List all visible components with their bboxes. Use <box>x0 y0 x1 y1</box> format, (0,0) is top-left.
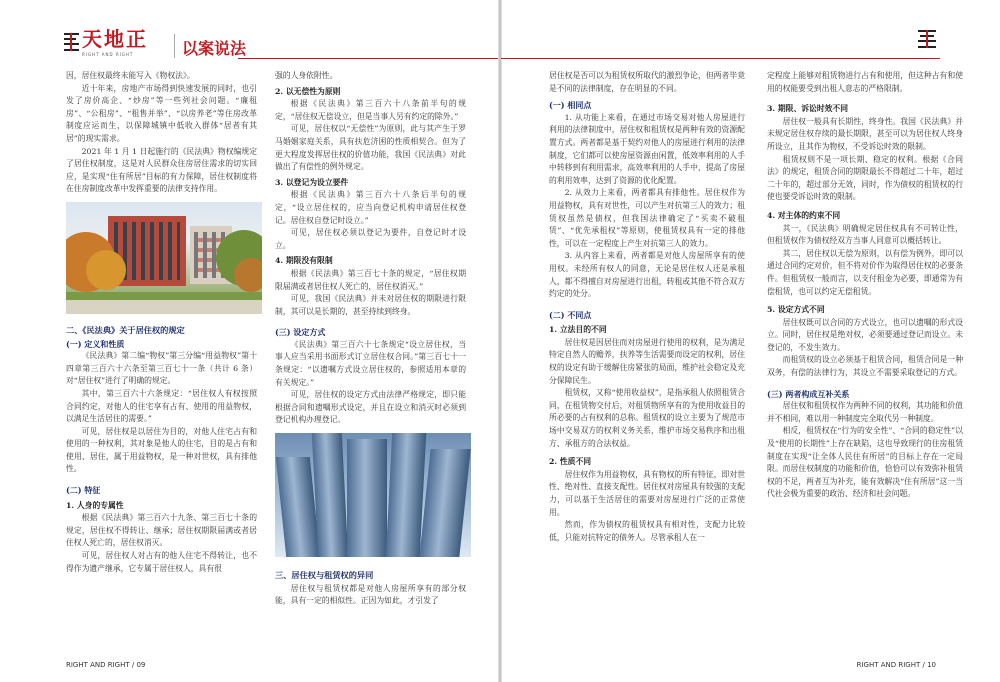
column-3 <box>549 70 745 544</box>
page-number-right: RIGHT AND RIGHT / 10 <box>856 661 936 669</box>
paragraph: 居住权既可以合同的方式设立，也可以遗嘱的形式设立。同时，居住权是绝对权，必须要通过登记而设立。未登记的，不发生效力。 <box>767 317 963 352</box>
heading: 5. 设定方式不同 <box>767 305 825 315</box>
paragraph: 可见，居住权以“无偿性”为原则，此与其产生于罗马婚姻家庭关系，具有扶危济困的性质相契合。但为了更大程度发挥居住权的价值功能，我国《民法典》对此做出了有偿性的例外规定。 <box>275 124 466 172</box>
heading: 2. 性质不同 <box>549 457 592 467</box>
left-page <box>0 0 499 682</box>
right-page <box>501 0 1000 682</box>
paragraph: 然而，作为债权的租赁权具有相对性，支配力比较低，只能对抗特定的债务人。尽管承租人在一 <box>549 520 745 542</box>
page-header <box>0 0 499 60</box>
paragraph: 可见，居住权是以居住为目的，对他人住宅占有和使用的一种权利，其对象是他人的住宅，目的是占有和使用、居住，属于用益物权，是一种对世权，具有排他性。 <box>66 426 257 474</box>
heading: (二) 不同点 <box>549 309 592 320</box>
paragraph: 居住权与租赁权都是对他人房屋所享有的部分权能，具有一定的相似性。正因为如此，才引发了 <box>275 583 466 606</box>
paragraph: 居住权作为用益物权，具有物权的所有特征，即对世性、绝对性、直接支配性。居住权对房屋具有较强的支配力，可以基于生活居住的需要对房屋进行广泛的正常使用。 <box>549 469 745 517</box>
brand-name: 天地正 <box>82 27 148 51</box>
heading: (一) 相同点 <box>549 100 592 111</box>
paragraph: 可见，我国《民法典》并未对居住权的期限进行限制，其可以是长期的，甚至持续到终身。 <box>275 294 466 316</box>
paragraph: 《民法典》第二编“物权”第三分编“用益物权”第十四章第三百六十六条至第三百七十一条（共计 6 条）对“居住权”进行了明确的规定。 <box>66 351 257 386</box>
brand-emblem-icon <box>918 30 936 48</box>
paragraph: 其二，居住权以无偿为原则，以有偿为例外，即可以通过合同约定对价，但不将对价作为取得居住权的必要条件。但租赁权一般而言，以支付租金为必要，即通常为有偿租赁，也可以约定无偿租赁。 <box>767 248 963 296</box>
skyscrapers-photo <box>275 433 471 557</box>
paragraph: 相反，租赁权在“行为的安全性”、“合同的稳定性”以及“使用的长期性”上存在缺陷，这也导致现行的住房租赁制度在实现“让全体人民住有所居”的目标上存在一定局限。而居住权制度的功能和价值，恰恰可以有效弥补租赁权的不足，两者互为补充，能有效解决“住有所居”这一当代社会极为重要的政治、经济和社会问题。 <box>767 426 963 499</box>
brand-logo <box>64 27 148 61</box>
article-columns <box>549 70 963 544</box>
heading: 4. 对主体的约束不同 <box>767 210 841 220</box>
header-divider <box>174 34 175 58</box>
heading: 4. 期限没有限制 <box>275 256 333 266</box>
heading: 三、居住权与租赁权的异同 <box>275 570 374 581</box>
heading: 1. 人身的专属性 <box>66 500 124 510</box>
heading: 二、《民法典》关于居住权的规定 <box>66 324 185 335</box>
column-1 <box>66 70 257 608</box>
paragraph: 因，居住权最终未能写入《物权法》。 <box>66 71 195 80</box>
paragraph: 可见，居住权的设定方式由法律严格规定，即只能根据合同和遗嘱形式设定，并且在设立和消灭时必须到登记机构办理登记。 <box>275 390 466 425</box>
paragraph: 根据《民法典》第三百六十九条、第三百七十条的规定，居住权不得转让、继承；居住权期限届满或者居住权人死亡的，居住权消灭。 <box>66 513 257 548</box>
heading: 2. 以无偿性为原则 <box>275 86 341 96</box>
paragraph: 根据《民法典》第三百六十八条后半句的规定，“设立居住权的，应当向登记机构申请居住权登记。居住权自登记时设立。” <box>275 190 466 225</box>
paragraph: 居住权是因居住而对房屋进行使用的权利，是为满足特定自然人的赡养，扶养等生活需要而设定的权利，居住权的设定有助于缓解住房紧张的局面，维护社会稳定及充分保障民生。 <box>549 337 745 385</box>
paragraph: 根据《民法典》第三百六十八条前半句的规定，“居住权无偿设立，但是当事人另有约定的除外。” <box>275 99 466 121</box>
heading: (三) 两者构成互补关系 <box>767 388 850 399</box>
header-rule <box>501 58 940 59</box>
paragraph: 居住权和租赁权作为两种不同的权利，其功能和价值并不相同，难以用一种制度完全取代另一种制度。 <box>767 401 963 423</box>
paragraph: 可见，居住权人对占有的他人住宅不得转让，也不得作为遗产继承，它专属于居住权人，具有很 <box>66 551 257 573</box>
paragraph: 定程度上能够对租赁物进行占有和使用，但这种占有和使用的权能要受到出租人意志的严格限制。 <box>767 71 963 93</box>
column-2 <box>275 70 466 608</box>
paragraph: 近十年来，房地产市场得到快速发展的同时，也引发了房价高企、“炒房”等一些列社会问题。“廉租房”、“公租房”、“租售并举”、“以房养老”等住房改革制度应运而生，以保障城镇中低收入群体“居者有其居”的现实需求。 <box>66 83 257 143</box>
paragraph: 居住权一般具有长期性，终身性。我国《民法典》并未规定居住权存续的最长期限，甚至可以为居住权人终身所设立，且其作为物权，不受诉讼时效的限制。 <box>767 116 963 151</box>
heading: (三) 设定方式 <box>275 327 326 338</box>
section-title: 以案说法 <box>182 39 247 58</box>
paragraph: 租赁权则不是一项长期、稳定的权利。根据《合同法》的规定，租赁合同的期限最长不得超过二十年，超过二十年的，超过部分无效，同时，作为债权的租赁权的行使也要受诉讼时效的限制。 <box>767 154 963 202</box>
heading: (二) 特征 <box>66 485 101 496</box>
paragraph: 而租赁权的设立必须基于租赁合同，租赁合同是一种双务，有偿的法律行为，其设立不需要采取登记的方式。 <box>767 355 963 378</box>
paragraph: 3. 从内容上来看，两者都是对他人房屋所享有的使用权。未经所有权人的同意，无论是居住权人还是承租人，都不得擅自对房屋进行出租，转租或其他不符合双方约定的处分。 <box>549 251 745 299</box>
paragraph: 租赁权，又称“使用收益权”，是指承租人依照租赁合同，在租赁物交付后，对租赁物所享有的为使用收益目的所必要的占有权利的总称。租赁权的设立主要为了规范市场中交易双方的权利义务关系，维护市场交易秩序和出租方、承租方的合法权益。 <box>549 388 745 448</box>
page-number-left: RIGHT AND RIGHT / 09 <box>66 661 146 669</box>
paragraph: 居住权是否可以为租赁权所取代的激烈争论，但两者毕竟是不同的法律制度，存在明显的不同。 <box>549 71 745 93</box>
paragraph: 《民法典》第三百六十七条规定“设立居住权，当事人应当采用书面形式订立居住权合同。”第三百七十一条规定：“以遗嘱方式设立居住权的，参照适用本章的有关规定。” <box>275 339 466 387</box>
article-columns <box>66 70 466 608</box>
column-4 <box>767 70 963 544</box>
paragraph: 2021 年 1 月 1 日起施行的《民法典》物权编规定了居住权制度，这是对人民群众住房居住需求的切实回应，是实现“住有所居”目标的有力保障，居住权制度将在住房制度改革中发挥重要的法律支持作用。 <box>66 146 257 194</box>
paragraph: 根据《民法典》第三百七十条的规定，“居住权期限届满或者居住权人死亡的，居住权消灭。” <box>275 268 466 291</box>
page-header <box>501 0 1000 60</box>
residential-building-photo <box>66 202 262 314</box>
paragraph: 其中，第三百六十六条规定：“居住权人有权按照合同约定，对他人的住宅享有占有、使用的用益物权，以满足生活居住的需要。” <box>66 388 257 424</box>
paragraph: 其一，《民法典》明确规定居住权具有不可转让性，但租赁权作为债权经双方当事人同意可以概括转让。 <box>767 223 963 246</box>
heading: 3. 期限、诉讼时效不同 <box>767 104 849 114</box>
heading: 1. 立法目的不同 <box>549 325 607 335</box>
paragraph: 强的人身依附性。 <box>275 71 338 80</box>
heading: (一) 定义和性质 <box>66 338 125 349</box>
paragraph: 可见，居住权必须以登记为要件，自登记时才设立。 <box>275 228 466 250</box>
brand-emblem-icon <box>64 33 79 51</box>
brand-subtitle: RIGHT AND RIGHT <box>82 52 134 57</box>
heading: 3. 以登记为设立要件 <box>275 177 349 187</box>
header-rule <box>238 58 499 59</box>
paragraph: 1. 从功能上来看，在通过市场交易对他人房屋进行利用的法律制度中，居住权和租赁权是两种有效的资源配置方式。两者都是基于契约对他人的房屋进行利用的法律制度，它们都可以使房屋资源由闲置，低效率利用的人手中转移到有利用需求，高效率利用的人手中，提高了房屋的利用效率，达到了资源的优化配置。 <box>549 112 745 185</box>
paragraph: 2. 从效力上来看，两者都具有排他性。居住权作为用益物权，具有对世性，可以产生对抗第三人的效力；租赁权虽然是债权，但我国法律确定了“买卖不破租赁”、“优先承租权”等原则，使租赁权具有一定的排他性，可以在一定程度上产生对抗第三人的效力。 <box>549 188 745 248</box>
